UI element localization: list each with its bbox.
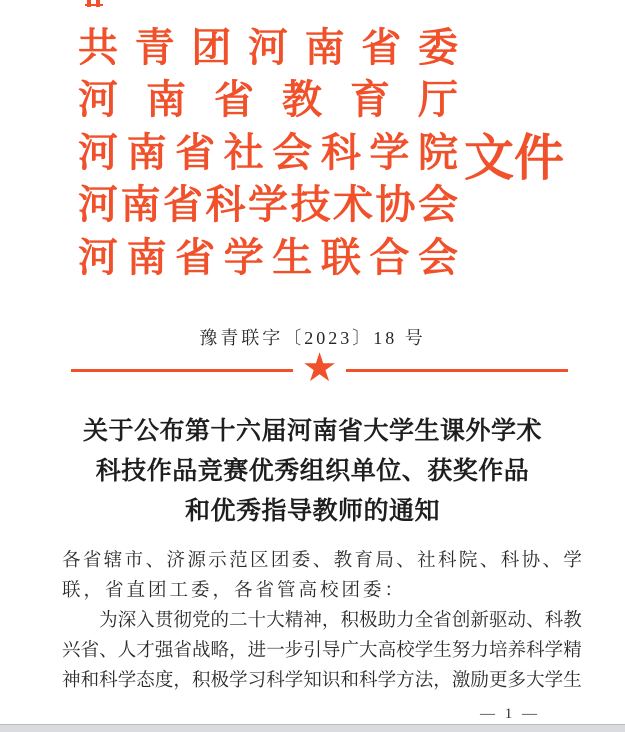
org-line-3: 河 南 省 社 会 科 学 院 xyxy=(78,129,458,175)
divider-line-right xyxy=(346,369,568,372)
star-divider xyxy=(71,345,568,392)
body-text xyxy=(62,546,582,696)
org-line-4: 河 南 省 科 学 技 术 协 会 xyxy=(78,182,458,228)
body-line-2: 联，省直团工委，各省管高校团委： xyxy=(62,581,407,601)
notice-title xyxy=(0,412,625,532)
doc-type-label: 文 件 xyxy=(464,130,564,186)
window-bottom-edge xyxy=(0,724,625,732)
fragment-stroke xyxy=(85,4,103,6)
page-number: — 1 — xyxy=(480,706,540,722)
body-line-5: 神 和 科 学 态 度 ， 积 极 学 习 科 学 知 识 和 科 学 方 法 ， 激 励 更 多 大 学 生 xyxy=(62,671,582,691)
title-line-1: 关于公布第十六届河南省大学生课外学术 xyxy=(82,418,542,445)
org-line-1: 共 青 团 河 南 省 委 xyxy=(78,24,458,70)
body-line-3: 为 深 入 贯 彻 党 的 二 十 大 精 神 ， 积 极 助 力 全 省 创 新 驱 动 、 科 教 xyxy=(99,611,582,631)
body-line-1: 各 省 辖 市 、 济 源 示 范 区 团 委 、 教 育 局 、 社 科 院 、 科 协 、 学 xyxy=(62,551,582,571)
letterhead-org-block xyxy=(78,18,458,281)
star-icon: ★ xyxy=(301,345,338,390)
org-line-2: 河 南 省 教 育 厅 xyxy=(78,77,458,123)
org-line-5: 河 南 省 学 生 联 合 会 xyxy=(78,234,458,280)
divider-line-left xyxy=(71,369,293,372)
doc-number: 豫青联字〔2023〕18 号 xyxy=(199,328,426,348)
title-line-3: 和优秀指导教师的通知 xyxy=(184,498,440,525)
title-line-2: 科技作品竞赛优秀组织单位、获奖作品 xyxy=(95,458,530,485)
body-line-4: 兴 省 、 人 才 强 省 战 略 ， 进 一 步 引 导 广 大 高 校 学 生 努 力 培 养 科 学 精 xyxy=(62,641,582,661)
cutoff-character-fragment xyxy=(85,0,103,7)
